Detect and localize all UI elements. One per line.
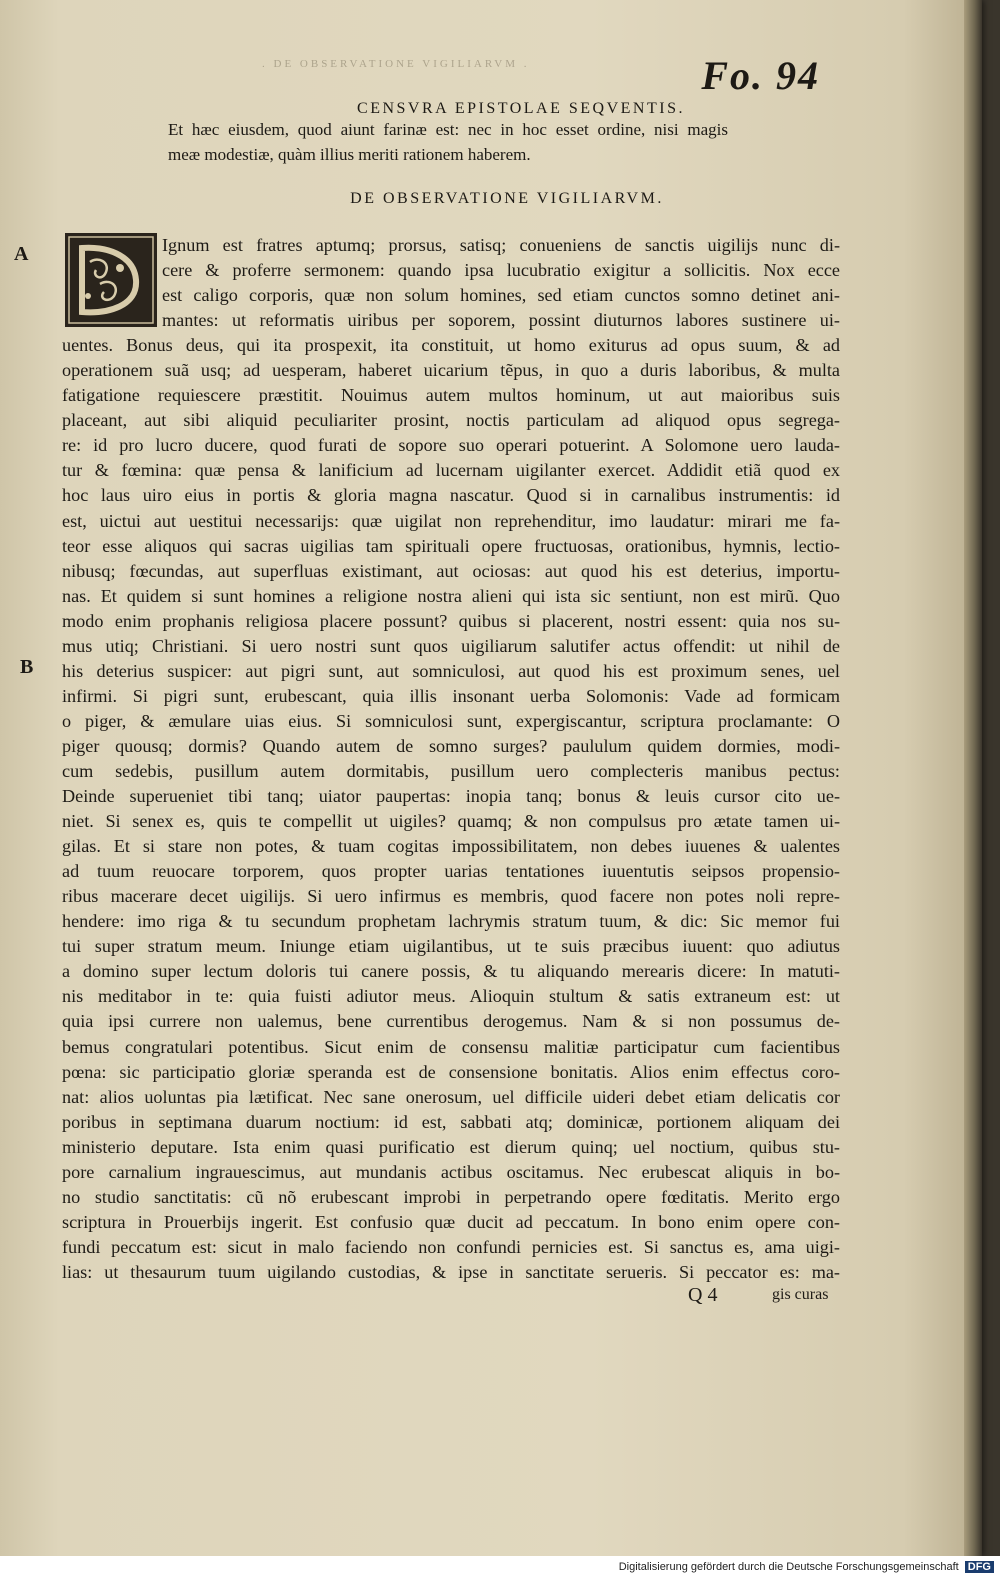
text-line: ministerio deputare. Ista enim quasi purificatio est dierum quinq; uel noctium, quibus stu- <box>62 1136 840 1157</box>
text-line: placeant, aut sibi aliquid peculiariter prosint, noctis particulam ad aliquod opus segrega- <box>62 410 840 431</box>
text-line: quia ipsi currere non ualemus, bene currentibus derogemus. Nam & si non possumus de- <box>62 1011 840 1032</box>
text-line: infirmi. Si pigri sunt, erubescant, quia illis insonant uerba Solomonis: Vade ad formicam <box>62 685 840 706</box>
text-line: no studio sanctitatis: cũ nõ erubescant improbi in perpetrando opere fœditatis. Merito ergo <box>62 1186 840 1207</box>
text-line: piger quousq; dormis? Quando autem de somno surges? paululum quidem dormies, modi- <box>62 735 840 756</box>
text-line: o piger, & æmulare uias eius. Si somniculosi sunt, expergiscantur, scriptura proclamante: O <box>62 710 840 731</box>
text-line: nibusq; fœcundas, aut superfluas existimant, aut ociosas: aut quod his est deterius, importu- <box>62 560 840 581</box>
text-line: bemus congratulari potentibus. Sicut enim de consensu malitiæ participatur cum facientibus <box>62 1036 840 1057</box>
text-line: operationem suã usq; ad uesperam, haberet uicarium tẽpus, in quo a duris laboribus, & multa <box>62 360 840 381</box>
heading-de-observatione: DE OBSERVATIONE VIGILIARVM. <box>350 190 664 207</box>
text-line: est caligo corporis, quæ non solum homines, sed etiam cunctos somno detinet ani- <box>162 285 840 306</box>
text-line: cere & proferre sermonem: quando ipsa lucubratio exigitur a sollicitis. Nox ecce <box>162 260 840 281</box>
censura-line: meæ modestiæ, quàm illius meriti rationem haberem. <box>168 145 531 165</box>
margin-letter-b: B <box>20 656 34 678</box>
text-line: nas. Et quidem si sunt homines a religione nostra alieni qui ista sic sentiunt, non est mirũ. Quo <box>62 585 840 606</box>
text-line: lias: ut thesaurum tuum uigilando custodias, & ipse in sanctitate serueris. Si peccator es: ma- <box>62 1261 840 1282</box>
text-line: est, uictui aut uestitui necessarijs: quæ uigilat non reprehenditur, imo laudatur: mirari me fa- <box>62 510 840 531</box>
text-line: nat: alios uoluntas pia lætificat. Nec sane onerosum, uel difficile uideri debet etiam delicatis cor <box>62 1086 840 1107</box>
margin-letter-a: A <box>14 243 29 265</box>
text-line: re: id pro lucro ducere, quod furati de sopore suo operari potuerint. A Solomone uero lauda- <box>62 435 840 456</box>
footer-credit-text: Digitalisierung gefördert durch die Deutsche Forschungsgemeinschaft <box>618 1561 959 1573</box>
show-through-running-head: . DE OBSERVATIONE VIGILIARVM . <box>262 58 530 70</box>
text-line: mus utiq; Christiani. Si uero nostri sunt quos uigiliarum salutifer actus offendit: ut nihil de <box>62 635 840 656</box>
text-line: niet. Si senex es, quis te compellit ut uigiles? quamq; & non compulsus pro ætate tamen ui- <box>62 811 840 832</box>
text-line: fatigatione requiescere præstitit. Nouimus autem multos hominum, ut aut maioribus suis <box>62 385 840 406</box>
text-line: tui super stratum meum. Iniunge etiam uigilantibus, ut te suis præcibus iuuent: quo adiutus <box>62 936 840 957</box>
text-line: fundi peccatum est: sicut in malo faciendo non confundi pernicies est. Si sanctus es, ama uigi- <box>62 1236 840 1257</box>
main-text-block <box>62 233 840 1285</box>
text-line: uentes. Bonus deus, qui ita prospexit, ita constituit, ut homo exiturus ad opus suum, & ad <box>62 335 840 356</box>
text-line: cum sedebis, pusillum autem dormitabis, pusillum uero complecteris manibus pectus: <box>62 760 840 781</box>
censura-line: Et hæc eiusdem, quod aiunt farinæ est: nec in hoc esset ordine, nisi magis <box>168 120 728 139</box>
text-line: pœna: sic participatio gloriæ speranda est de consensione bonitatis. Alios enim effectus coro- <box>62 1061 840 1082</box>
text-line: nis meditabor in te: quia fuisti adiutor meus. Alioquin stultum & satis extraneum est: ut <box>62 986 840 1007</box>
signature-mark: Q 4 <box>688 1284 718 1306</box>
text-line: scriptura in Prouerbijs ingerit. Est confusio quæ ducit ad peccatum. In bono enim opere con- <box>62 1211 840 1232</box>
text-line: pore carnalium ingrauescimus, aut mundanis actibus oscitamus. Nec erubescat aliquis in bo- <box>62 1161 840 1182</box>
text-line: gilas. Et si stare non potes, & tuam cogitas impossibilitatem, non debes iuuenes & ualentes <box>62 836 840 857</box>
page-edge-shadow <box>964 0 982 1556</box>
text-line: modo enim prophanis religiosa placere possunt? quibus si placerent, nostri essent: quia nos su- <box>62 610 840 631</box>
text-line: ribus macerare decet uigilijs. Si uero infirmus es membris, quod facere non potes noli repre- <box>62 886 840 907</box>
text-line: tur & fœmina: quæ pensa & lanificium ad lucernam uigilanter exercet. Addidit etiã quod ex <box>62 460 840 481</box>
footer-credit <box>619 1561 994 1573</box>
text-line: mantes: ut reformatis uiribus per soporem, possint diuturnos labores sustinere ui- <box>162 310 840 331</box>
text-line: Ignum est fratres aptumq; prorsus, satisq; conueniens de sanctis uigilijs nunc di- <box>162 235 840 255</box>
text-line: a domino super lectum doloris tui canere possis, & tu aliquando merearis dicere: In matuti- <box>62 961 840 982</box>
heading-censura: CENSVRA EPISTOLAE SEQVENTIS. <box>357 100 685 117</box>
dfg-logo-icon: DFG <box>965 1561 994 1573</box>
folio-number: Fo. 94 <box>701 53 820 98</box>
censura-text <box>168 120 728 170</box>
text-line: hoc laus uiro eius in portis & gloria magna nascatur. Quod si in carnalibus instrumentis: id <box>62 485 840 506</box>
text-line: poribus in septimana duarum noctium: id est, sabbati atq; dominicæ, portionem aliquam dei <box>62 1111 840 1132</box>
text-line: teor esse aliquos qui sacras uigilias tam spirituali opere fructuosas, orationibus, hymnis, lectio- <box>62 535 840 556</box>
text-line: Deinde superueniet tibi tanq; uiator paupertas: inopia tanq; bonus & leuis cursor cito ue- <box>62 786 840 807</box>
text-line: hendere: imo riga & tu secundum prophetam lachrymis stratum tuum, & dic: Sic memor fui <box>62 911 840 932</box>
text-line: his deterius suspicer: aut pigri sunt, aut somniculosi, aut quod his est proximum senes, uel <box>62 660 840 681</box>
text-line: ad tuum reuocare torporem, quos propter uarias tentationes iuuentutis seipsos propensio- <box>62 861 840 882</box>
catchword: gis curas <box>772 1286 829 1303</box>
digitization-footer <box>0 1556 1000 1576</box>
